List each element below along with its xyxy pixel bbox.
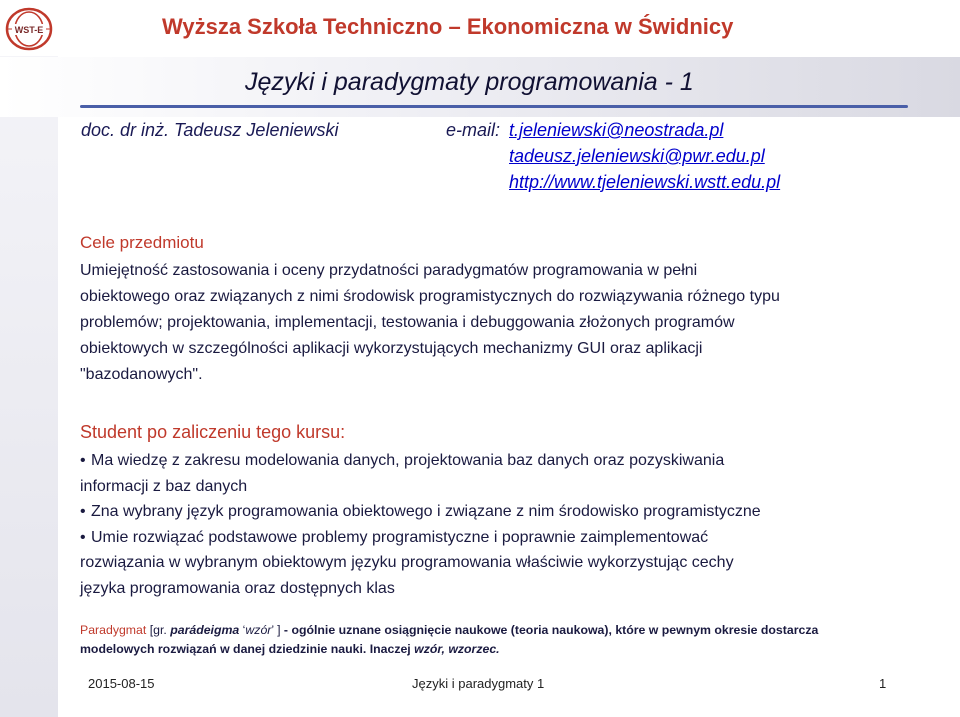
- bracket-open: [gr.: [146, 623, 171, 637]
- outcome-text: Zna wybrany język programowania obiektowego i związane z nim środowisko programistyczne: [91, 503, 761, 521]
- outcome-item: [80, 499, 940, 525]
- email-label: e-mail:: [446, 120, 501, 140]
- goals-line: obiektowego oraz związanych z nimi środowisk programistycznych do rozwiązywania różnego typu: [80, 288, 780, 305]
- outcome-text: Umie rozwiązać podstawowe problemy programistyczne i poprawnie zaimplementować: [91, 528, 709, 546]
- outcome-text: Ma wiedzę z zakresu modelowania danych, projektowania baz danych oraz pozyskiwania: [91, 452, 725, 469]
- goals-heading: Cele przedmiotu: [80, 233, 204, 252]
- outcome-item: [80, 525, 940, 551]
- bullet-icon: •: [80, 503, 86, 521]
- outcomes-list: [80, 448, 940, 602]
- quote-open: ‘: [239, 623, 246, 637]
- definition-term: Paradygmat: [80, 623, 147, 637]
- email-link-1[interactable]: t.jeleniewski@neostrada.pl: [509, 120, 724, 140]
- website-link[interactable]: http://www.tjeleniewski.wstt.edu.pl: [509, 172, 781, 192]
- outcome-continuation: języka programowania oraz dostępnych klas: [80, 579, 395, 597]
- definition-text: - ogólnie uznane osiągnięcie naukowe (teoria naukowa), które w pewnym okresie dostarcza: [280, 623, 819, 637]
- slide-title: Języki i paradygmaty programowania - 1: [245, 68, 694, 96]
- bullet-icon: •: [80, 452, 86, 469]
- header: [0, 0, 960, 56]
- goals-line: "bazodanowych".: [80, 366, 203, 383]
- paradigm-definition: [80, 621, 950, 659]
- wzor-word: wzór: [245, 623, 272, 637]
- goals-line: problemów; projektowania, implementacji, testowania i debuggowania złożonych programów: [80, 314, 735, 331]
- author-name: doc. dr inż. Tadeusz Jeleniewski: [81, 120, 339, 140]
- definition-line-2: [80, 640, 950, 659]
- title-underline: [80, 105, 908, 108]
- definition-text-2: modelowych rozwiązań w danej dziedzinie nauki. Inaczej: [80, 642, 415, 656]
- quote-close: ’: [271, 623, 274, 637]
- outcome-continuation: rozwiązania w wybranym obiektowym języku programowania właściwie wykorzystując cechy: [80, 554, 734, 572]
- goals-line: Umiejętność zastosowania i oceny przydatności paradygmatów programowania w pełni: [80, 262, 698, 279]
- goals-line: obiektowych w szczególności aplikacji wykorzystujących mechanizmy GUI oraz aplikacji: [80, 340, 703, 357]
- wste-logo-icon: [2, 2, 56, 56]
- bullet-icon: •: [80, 528, 86, 546]
- definition-italic-end: wzór, wzorzec.: [414, 642, 500, 656]
- page-number: 1: [879, 676, 887, 691]
- outcome-item: [80, 448, 940, 474]
- school-name: Wyższa Szkoła Techniczno – Ekonomiczna w Świdnicy: [162, 14, 734, 39]
- greek-word: parádeigma: [170, 623, 240, 637]
- footer-date: 2015-08-15: [88, 676, 155, 691]
- outcomes-heading: Student po zaliczeniu tego kursu:: [80, 422, 346, 442]
- logo-text: WST-E: [14, 25, 44, 35]
- outcome-continuation: informacji z baz danych: [80, 477, 248, 495]
- footer-course: Języki i paradygmaty 1: [412, 676, 545, 691]
- email-link-2[interactable]: tadeusz.jeleniewski@pwr.edu.pl: [509, 146, 765, 166]
- goals-paragraph: [80, 258, 930, 388]
- bracket-close: ]: [273, 623, 281, 637]
- left-decor-strip: [0, 56, 58, 717]
- definition-line-1: [80, 621, 950, 640]
